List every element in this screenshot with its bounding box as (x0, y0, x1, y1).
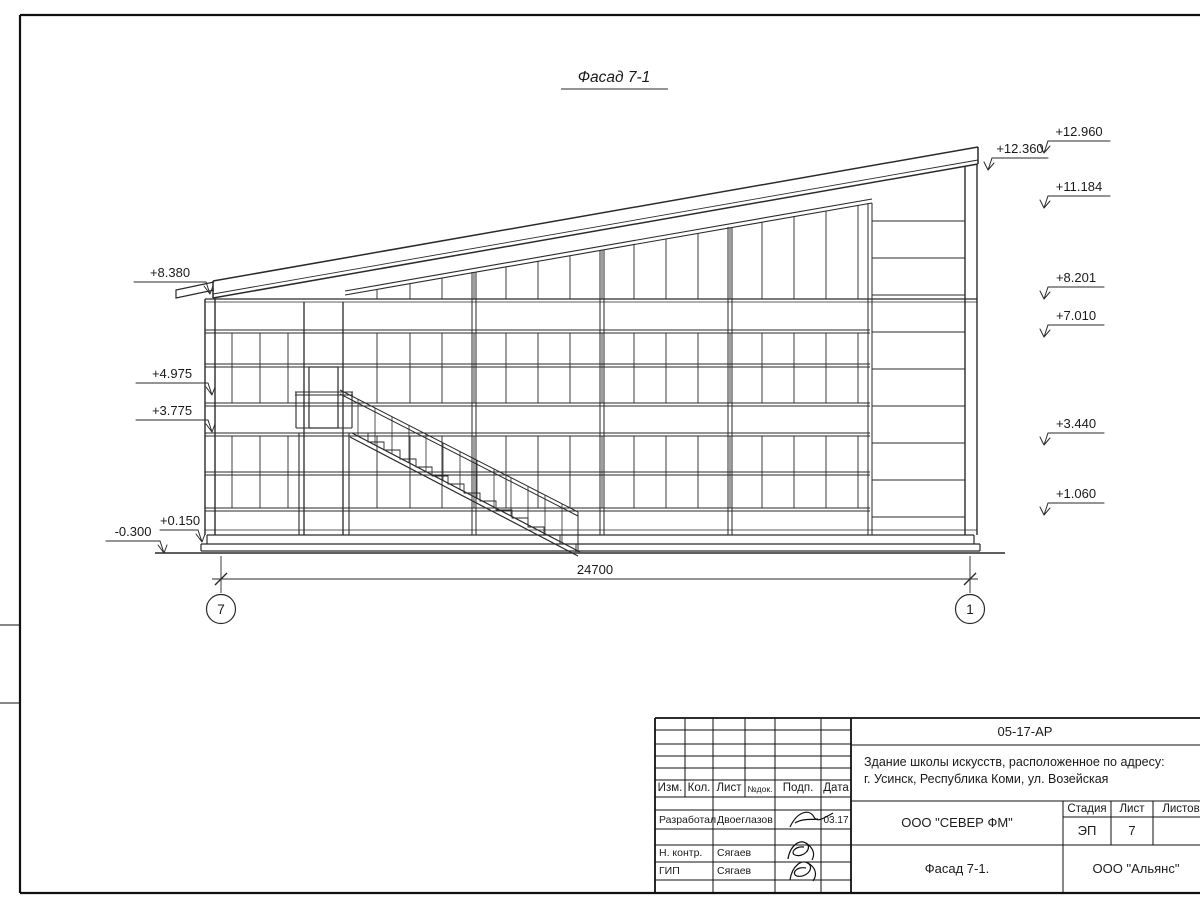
plinth (201, 535, 980, 551)
dimension-line (212, 556, 978, 593)
level-arrow-icon (1040, 325, 1104, 337)
elevation-label: +12.960 (1055, 124, 1103, 139)
level-arrow-icon (136, 420, 215, 432)
signer-name: Сягаев (717, 865, 752, 877)
col-list: Лист (716, 782, 742, 794)
elevation-marks-left (106, 265, 215, 553)
elevation-mark (136, 366, 215, 395)
col-izm: Изм. (657, 782, 683, 794)
view-title (561, 69, 668, 89)
level-arrow-icon (1040, 433, 1104, 445)
stage-label: Стадия (1067, 803, 1107, 815)
level-arrow-icon (1040, 141, 1110, 153)
signer-role: ГИП (659, 865, 680, 877)
elevation-mark (1040, 179, 1110, 208)
level-arrow-icon (1040, 503, 1104, 515)
title-block (655, 718, 1200, 893)
level-arrow-icon (984, 158, 1048, 170)
dimension-value: 24700 (576, 562, 614, 577)
elevation-mark (160, 513, 205, 542)
walls (205, 165, 977, 535)
elevation-mark (1040, 486, 1104, 515)
elevation-mark (136, 403, 215, 432)
view-title-label: Фасад 7-1 (577, 69, 651, 86)
project-description-line2: г. Усинск, Республика Коми, ул. Возейская (864, 772, 1109, 786)
right-end-panel (872, 221, 965, 517)
axis-label-1: 1 (966, 602, 974, 617)
level-arrow-icon (136, 383, 215, 395)
elevation-mark (984, 141, 1048, 170)
elevation-label: +8.380 (149, 265, 191, 280)
elevation-label: +0.150 (159, 513, 201, 528)
elevation-label: -0.300 (114, 524, 152, 539)
elevation-label: +4.975 (151, 366, 193, 381)
col-data: Дата (823, 782, 849, 794)
clerestory-windows (345, 199, 872, 299)
signature-gip (790, 862, 815, 881)
elevation-mark (134, 265, 213, 294)
col-kol: Кол. (687, 782, 711, 794)
signer-row (659, 862, 815, 881)
stair-railing (340, 390, 578, 552)
elevation-marks-right (984, 124, 1110, 515)
sheet-number: 7 (1128, 823, 1136, 838)
col-podp: Подп. (782, 782, 814, 794)
sheets-label: Листов (1162, 803, 1200, 815)
elevation-label: +8.201 (1055, 270, 1097, 285)
elevation-label: +3.775 (151, 403, 193, 418)
grid-axis-left (207, 595, 236, 624)
axis-label-7: 7 (217, 602, 225, 617)
level-arrow-icon (1040, 287, 1104, 299)
sheet-label: Лист (1119, 803, 1145, 815)
elevation-label: +12.360 (996, 141, 1044, 156)
elevation-mark (1040, 270, 1104, 299)
elevation-label: +3.440 (1055, 416, 1097, 431)
signer-role: Н. контр. (659, 847, 703, 859)
level-arrow-icon (160, 530, 205, 542)
elevation-mark (1040, 416, 1104, 445)
building-facade (155, 147, 1005, 556)
stage-value: ЭП (1077, 823, 1097, 838)
elevation-label: +1.060 (1055, 486, 1097, 501)
elevation-mark (1040, 124, 1110, 153)
entrance-door (309, 367, 338, 428)
grid-axis-right (956, 595, 985, 624)
binding-margin-marks (0, 625, 20, 703)
client-org: ООО "Альянс" (1092, 861, 1180, 876)
signer-name: Сягаев (717, 847, 752, 859)
signer-role: Разработал (659, 814, 717, 826)
level-arrow-icon (106, 541, 167, 553)
horizontal-bands (205, 299, 977, 530)
project-description-line1: Здание школы искусств, расположенное по адресу: (864, 755, 1165, 769)
elevation-label: +7.010 (1055, 308, 1097, 323)
door-bay-columns (304, 302, 343, 535)
elevation-label: +11.184 (1055, 179, 1103, 194)
signer-row (659, 812, 849, 827)
stair-stringer (350, 433, 580, 556)
stair-balusters (358, 399, 562, 543)
signer-name: Двоеглазов (717, 814, 773, 826)
design-org: ООО "СЕВЕР ФМ" (901, 815, 1013, 830)
elevation-mark (106, 524, 167, 553)
sheet-name: Фасад 7-1. (924, 861, 990, 876)
external-stair (340, 390, 580, 556)
doc-number: 05-17-АР (997, 724, 1053, 739)
elevation-mark (1040, 308, 1104, 337)
level-arrow-icon (1040, 196, 1110, 208)
col-ndok: №док. (747, 784, 773, 794)
signer-date: 03.17 (823, 815, 849, 826)
